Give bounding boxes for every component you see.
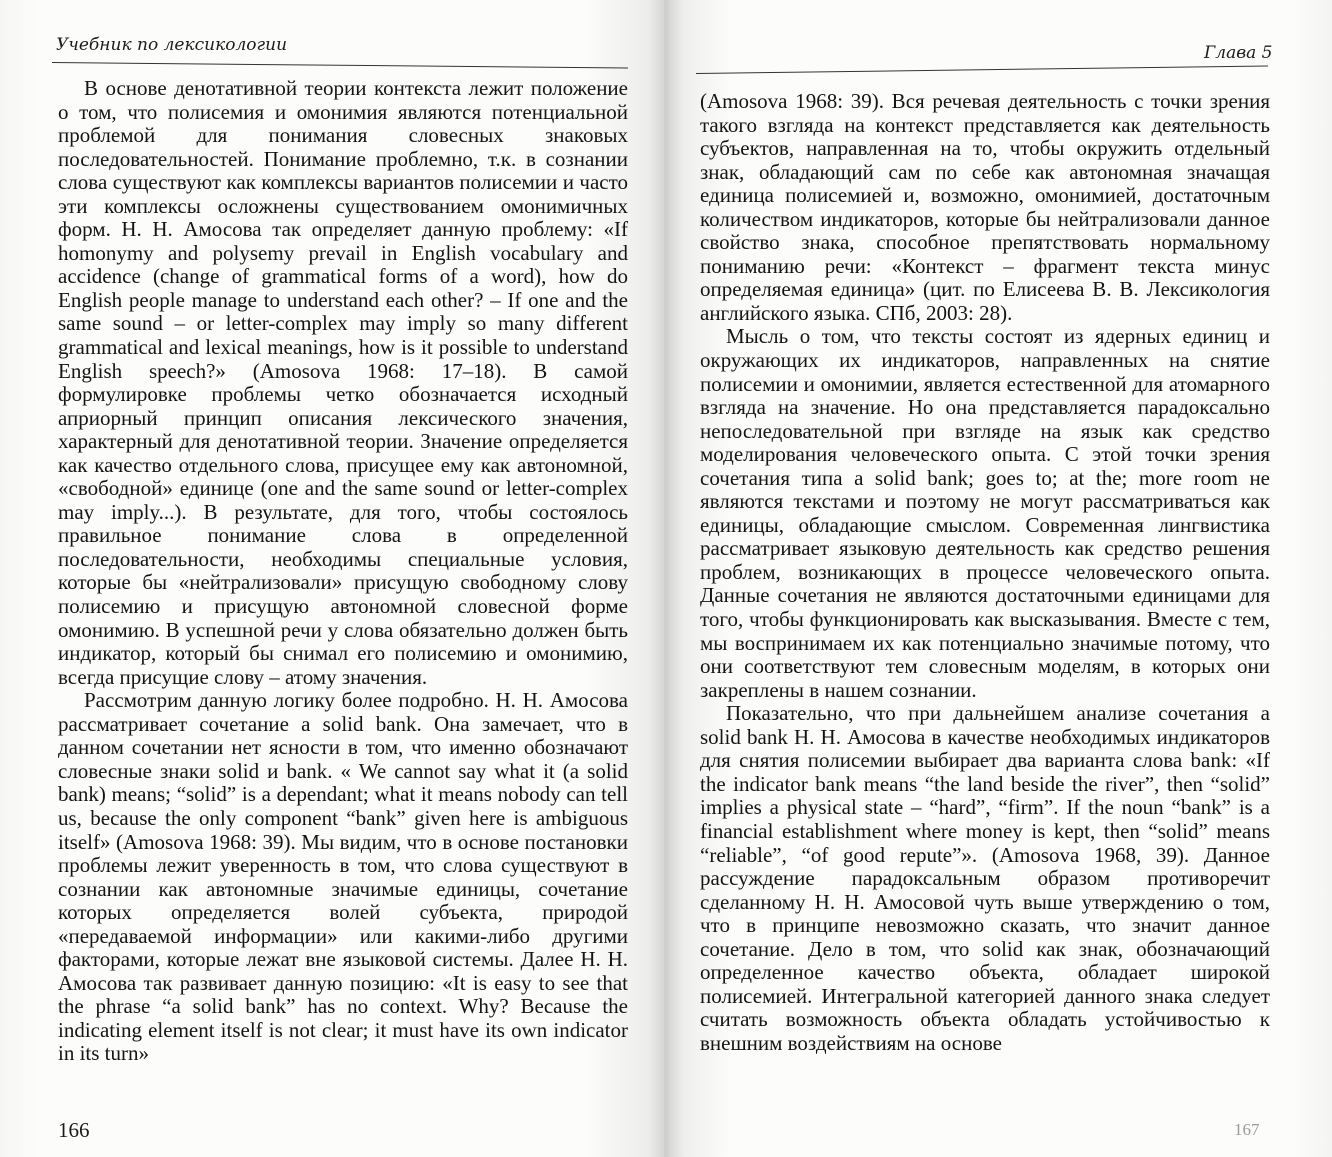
right-page-number: 167 — [1234, 1120, 1260, 1139]
right-page — [664, 0, 1332, 1157]
paragraph: Показательно, что при дальнейшем анализе сочетания a solid bank Н. Н. Амосова в качестве необходимых индикаторов для снятия полисемии выбирает два варианта слова bank: «If the indicator bank means “the land beside the river”, then “solid” implies a physical state – “hard”, “firm”. If the noun “bank” is a financial establishment where money is kept, then “solid” means “reliable”, “of good repute”». (Amosova 1968, 39). Данное рассуждение парадоксальным образом противоречит сделанному Н. Н. Амосовой чуть выше утверждению о том, что в принципе невозможно сказать, что значит данное сочетание. Дело в том, что solid как знак, обозначающий определенное качество объекта, обладает широкой полисемией. Интегральной категорией данного знака следует считать возможность объекта обладать устойчивостью к внешним воздействиям на основе — [700, 701, 1270, 1055]
right-header-rule — [696, 66, 1268, 74]
left-page — [0, 0, 664, 1157]
paragraph: (Amosova 1968: 39). Вся речевая деятельность с точки зрения такого взгляда на контекст представляется как деятельность субъектов, направленная на то, чтобы окружить отдельный знак, обладающий сам по себе как автономная значащая единица полисемией и, возможно, омонимией, достаточным количеством индикаторов, которые бы нейтрализовали данное свойство знака, способное препятствовать нормальному пониманию речи: «Контекст – фрагмент текста минус определяемая единица» (цит. по Елисеева В. В. Лексикология английского языка. СПб, 2003: 28). — [700, 89, 1270, 325]
right-text-column — [700, 90, 1270, 1055]
left-running-head: Учебник по лексикологии — [56, 35, 288, 55]
paragraph: Рассмотрим данную логику более подробно. Н. Н. Амосова рассматривает сочетание a solid bank. Она замечает, что в данном сочетании нет ясности в том, что именно обозначают словесные знаки solid и bank. « We cannot say what it (a solid bank) means; “solid” is a dependant; what it means nobody can tell us, because the only component “bank” given here is ambiguous itself» (Amosova 1968: 39). Мы видим, что в основе постановки проблемы лежит уверенность в том, что слова существуют в сознании как автономные значимые единицы, сочетание которых определяется волей субъекта, природой «передаваемой информации» или какими-либо другими факторами, которые лежат вне языковой системы. Далее Н. Н. Амосова так развивает данную позицию: «It is easy to see that the phrase “a solid bank” has no context. Why? Because the indicating element itself is not clear; it must have its own indicator in its turn» — [58, 688, 628, 1066]
paragraph: Мысль о том, что тексты состоят из ядерных единиц и окружающих их индикаторов, направленных на снятие полисемии и омонимии, является естественной для атомарного взгляда на значение. Но она представляется парадоксально непоследовательной при взгляде на язык как средство моделирования человеческого опыта. С этой точки зрения сочетания типа a solid bank; goes to; at the; more room не являются текстами и поэтому не могут рассматриваться как единицы, обладающие смыслом. Современная лингвистика рассматривает языковую деятельность как средство решения проблем, возникающих в процессе человеческого опыта. Данные сочетания не являются достаточными единицами для того, чтобы функционировать как высказывания. Вместе с тем, мы воспринимаем их как потенциально значимые потому, что они соответствуют тем словесным моделям, в которых они закреплены в нашем сознании. — [700, 324, 1270, 702]
left-text-column — [58, 77, 628, 1066]
left-header-rule — [52, 62, 628, 69]
left-page-number: 166 — [58, 1118, 90, 1142]
paragraph: В основе денотативной теории контекста лежит положение о том, что полисемия и омонимия являются потенциальной проблемой для понимания словесных знаковых последовательностей. Понимание проблемно, т.к. в сознании слова существуют как комплексы вариантов полисемии и часто эти комплексы осложнены существованием омонимичных форм. Н. Н. Амосова так определяет данную проблему: «If homonymy and polysemy prevail in English vocabulary and accidence (change of grammatical forms of a word), how do English people manage to understand each other? – If one and the same sound – or letter-complex may imply so many different grammatical and lexical meanings, how is it possible to understand English speech?» (Amosova 1968: 17–18). В самой формулировке проблемы четко обозначается исходный априорный принцип описания лексического значения, характерный для денотативной теории. Значение определяется как качество отдельного слова, присущее ему как автономной, «свободной» единице (one and the same sound or letter-complex may imply...). В результате, для того, чтобы состоялось правильное понимание слова в определенной последовательности, необходимы специальные условия, которые бы «нейтрализовали» присущую свободному слову полисемию и присущую автономной словесной форме омонимию. В успешной речи у слова обязательно должен быть индикатор, который бы снимал его полисемию и омонимию, всегда присущие слову – атому значения. — [58, 76, 628, 689]
right-running-head: Глава 5 — [1204, 43, 1273, 63]
